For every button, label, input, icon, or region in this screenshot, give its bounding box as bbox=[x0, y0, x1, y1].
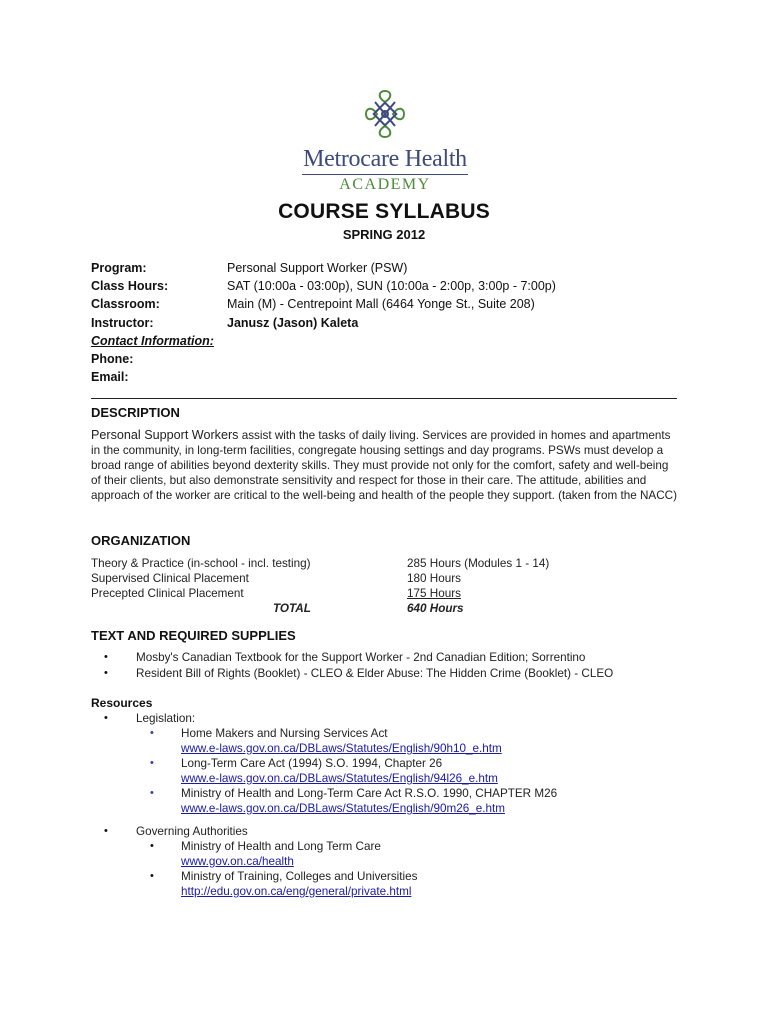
org-value: 175 Hours bbox=[407, 587, 461, 600]
bullet: • bbox=[104, 667, 108, 679]
description-paragraph bbox=[91, 428, 681, 503]
info-label: Program: bbox=[91, 261, 147, 275]
supplies-heading: TEXT AND REQUIRED SUPPLIES bbox=[91, 628, 296, 643]
org-value: 180 Hours bbox=[407, 572, 461, 585]
info-value: SAT (10:00a - 03:00p), SUN (10:00a - 2:00p, 3:00p - 7:00p) bbox=[227, 279, 556, 294]
description-lead: Personal Support Workers bbox=[91, 428, 239, 442]
organization-table bbox=[91, 556, 651, 616]
info-label: Classroom: bbox=[91, 297, 160, 312]
bullet: • bbox=[150, 787, 154, 799]
bullet: • bbox=[104, 825, 108, 837]
info-row-instructor bbox=[91, 314, 556, 332]
logo-rule bbox=[302, 174, 468, 175]
authorities-label: Governing Authorities bbox=[136, 825, 248, 838]
authority-link[interactable]: www.gov.on.ca/health bbox=[181, 855, 294, 868]
description-heading: DESCRIPTION bbox=[91, 405, 180, 420]
bullet: • bbox=[150, 870, 154, 882]
org-row bbox=[91, 586, 651, 601]
info-label: Email: bbox=[91, 370, 129, 385]
contact-info-label: Contact Information: bbox=[91, 333, 214, 348]
page-title: COURSE SYLLABUS bbox=[278, 200, 490, 223]
info-label: Instructor: bbox=[91, 315, 154, 330]
info-row-contact bbox=[91, 332, 556, 350]
bullet: • bbox=[104, 712, 108, 724]
info-label: Phone: bbox=[91, 351, 134, 366]
course-info bbox=[91, 259, 556, 386]
info-value: Main (M) - Centrepoint Mall (6464 Yonge St., Suite 208) bbox=[227, 297, 535, 312]
celtic-knot-heart-ornament-icon bbox=[363, 88, 407, 140]
info-row-classroom bbox=[91, 295, 556, 313]
org-label: Precepted Clinical Placement bbox=[91, 587, 244, 600]
org-label: Supervised Clinical Placement bbox=[91, 572, 249, 585]
resources-heading: Resources bbox=[91, 696, 153, 710]
supply-item: Resident Bill of Rights (Booklet) - CLEO & Elder Abuse: The Hidden Crime (Booklet) - CLEO bbox=[136, 667, 614, 680]
org-row bbox=[91, 556, 651, 571]
org-total-row bbox=[91, 601, 651, 616]
bullet: • bbox=[150, 727, 154, 739]
authority-title: Ministry of Training, Colleges and Universities bbox=[181, 870, 418, 883]
page-subtitle: SPRING 2012 bbox=[342, 227, 426, 242]
info-value: Janusz (Jason) Kaleta bbox=[227, 315, 359, 330]
bullet: • bbox=[104, 651, 108, 663]
legislation-title: Ministry of Health and Long-Term Care Act R.S.O. 1990, CHAPTER M26 bbox=[181, 787, 558, 800]
authority-title: Ministry of Health and Long Term Care bbox=[181, 840, 381, 853]
legislation-title: Home Makers and Nursing Services Act bbox=[181, 727, 388, 740]
info-row-program bbox=[91, 259, 556, 277]
organization-heading: ORGANIZATION bbox=[91, 533, 191, 548]
info-row-class-hours bbox=[91, 277, 556, 295]
org-value: 285 Hours (Modules 1 - 14) bbox=[407, 557, 550, 570]
info-label: Class Hours: bbox=[91, 279, 169, 294]
academy-logo bbox=[290, 88, 480, 194]
authority-link[interactable]: http://edu.gov.on.ca/eng/general/private.html bbox=[181, 885, 412, 898]
info-row-phone bbox=[91, 350, 556, 368]
bullet: • bbox=[150, 757, 154, 769]
org-label: Theory & Practice (in-school - incl. testing) bbox=[91, 557, 311, 570]
description-text: assist with the tasks of daily living. Services are provided in homes and apartments in the community, in long-term facilities, congregate housing settings and day programs. PSWs must develop a broad range of abilities beyond dexterity skills. They must provide not only for the comfort, safety and well-being of their clients, but also demonstrate sensitivity and respect for those in their care. The attitude, abilities and approach of the worker are critical to the well-being and health of the people they support. (taken from the NACC) bbox=[91, 429, 677, 502]
info-value: Personal Support Worker (PSW) bbox=[227, 261, 408, 275]
legislation-label: Legislation: bbox=[136, 712, 196, 725]
org-total-label: TOTAL bbox=[273, 602, 311, 615]
supply-item: Mosby's Canadian Textbook for the Support Worker - 2nd Canadian Edition; Sorrentino bbox=[136, 651, 586, 664]
logo-subtitle: ACADEMY bbox=[339, 176, 431, 193]
bullet: • bbox=[150, 840, 154, 852]
info-row-email bbox=[91, 368, 556, 386]
legislation-link[interactable]: www.e-laws.gov.on.ca/DBLaws/Statutes/English/90h10_e.htm bbox=[181, 742, 502, 755]
org-row bbox=[91, 571, 651, 586]
logo-name: Metrocare Health bbox=[303, 146, 467, 172]
org-total-value: 640 Hours bbox=[407, 602, 464, 615]
legislation-link[interactable]: www.e-laws.gov.on.ca/DBLaws/Statutes/English/90m26_e.htm bbox=[181, 802, 505, 815]
legislation-link[interactable]: www.e-laws.gov.on.ca/DBLaws/Statutes/English/94l26_e.htm bbox=[181, 772, 498, 785]
section-divider bbox=[91, 398, 677, 399]
legislation-title: Long-Term Care Act (1994) S.O. 1994, Chapter 26 bbox=[181, 757, 443, 770]
